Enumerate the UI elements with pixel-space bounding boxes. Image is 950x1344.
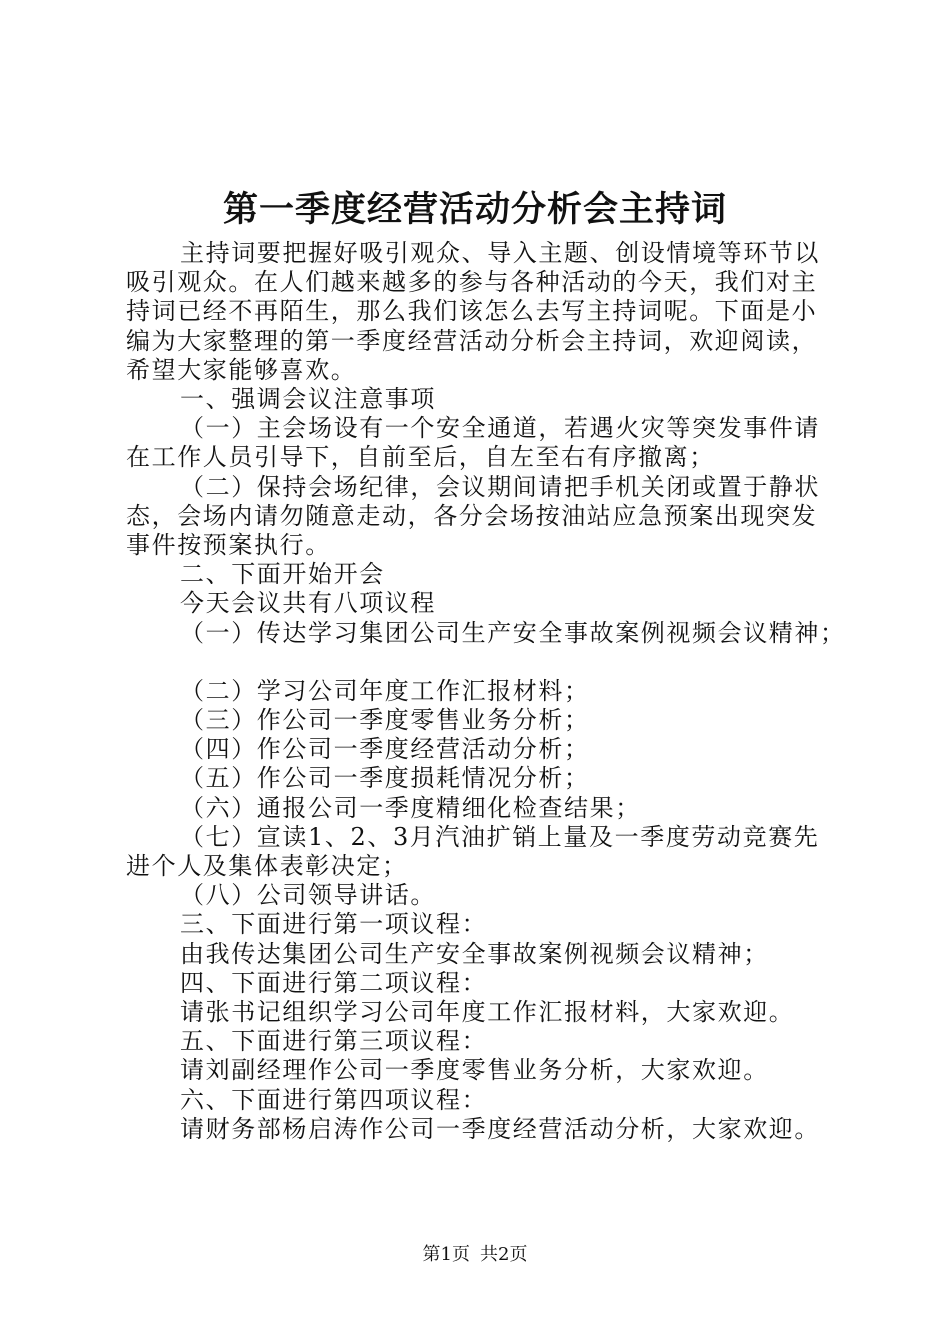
paragraph-line: 事件按预案执行。: [126, 531, 331, 560]
section-heading: 四、下面进行第二项议程：: [180, 968, 488, 997]
blank-line: [126, 648, 836, 677]
paragraph-line: （二）保持会场纪律，会议期间请把手机关闭或置于静状: [180, 472, 820, 501]
section-heading: 六、下面进行第四项议程：: [180, 1085, 488, 1114]
page-total: 共2页: [480, 1244, 528, 1265]
section-heading: 一、强调会议注意事项: [180, 385, 436, 414]
page-number: 第1页: [422, 1244, 470, 1265]
agenda-item: （八）公司领导讲话。: [180, 881, 436, 910]
paragraph-line: 今天会议共有八项议程: [180, 589, 436, 618]
document-body: [126, 239, 846, 1144]
paragraph-line: 吸引观众。在人们越来越多的参与各种活动的今天，我们对主: [126, 268, 818, 297]
paragraph-line: 请刘副经理作公司一季度零售业务分析，大家欢迎。: [180, 1056, 769, 1085]
agenda-item: （四）作公司一季度经营活动分析；: [180, 735, 590, 764]
document-title: 第一季度经营活动分析会主持词: [222, 189, 727, 230]
paragraph-line: 持词已经不再陌生，那么我们该怎么去写主持词呢。下面是小: [126, 297, 818, 326]
section-heading: 五、下面进行第三项议程：: [180, 1027, 488, 1056]
agenda-item: （七）宣读1、2、3月汽油扩销上量及一季度劳动竞赛先: [180, 822, 820, 851]
paragraph-line: 编为大家整理的第一季度经营活动分析会主持词，欢迎阅读，: [126, 326, 818, 355]
paragraph-line: （一）主会场设有一个安全通道，若遇火灾等突发事件请: [180, 414, 820, 443]
section-heading: 二、下面开始开会: [180, 560, 385, 589]
agenda-item: （三）作公司一季度零售业务分析；: [180, 706, 590, 735]
section-heading: 三、下面进行第一项议程：: [180, 910, 488, 939]
paragraph-line: 进个人及集体表彰决定；: [126, 852, 408, 881]
paragraph-line: 希望大家能够喜欢。: [126, 355, 357, 384]
paragraph-line: 主持词要把握好吸引观众、导入主题、创设情境等环节以: [180, 239, 820, 267]
agenda-item: （二）学习公司年度工作汇报材料；: [180, 676, 590, 705]
paragraph-line: 由我传达集团公司生产安全事故案例视频会议精神；: [180, 939, 769, 968]
agenda-item: （六）通报公司一季度精细化检查结果；: [180, 793, 641, 822]
agenda-item: （五）作公司一季度损耗情况分析；: [180, 764, 590, 793]
page-footer: [0, 1243, 950, 1267]
paragraph-line: 在工作人员引导下，自前至后，自左至右有序撤离；: [126, 443, 715, 472]
paragraph-line: 请张书记组织学习公司年度工作汇报材料，大家欢迎。: [180, 998, 795, 1027]
paragraph-line: 请财务部杨启涛作公司一季度经营活动分析，大家欢迎。: [180, 1114, 820, 1143]
paragraph-line: 态，会场内请勿随意走动，各分会场按油站应急预案出现突发: [126, 501, 818, 530]
agenda-item: （一）传达学习集团公司生产安全事故案例视频会议精神；: [180, 618, 846, 647]
